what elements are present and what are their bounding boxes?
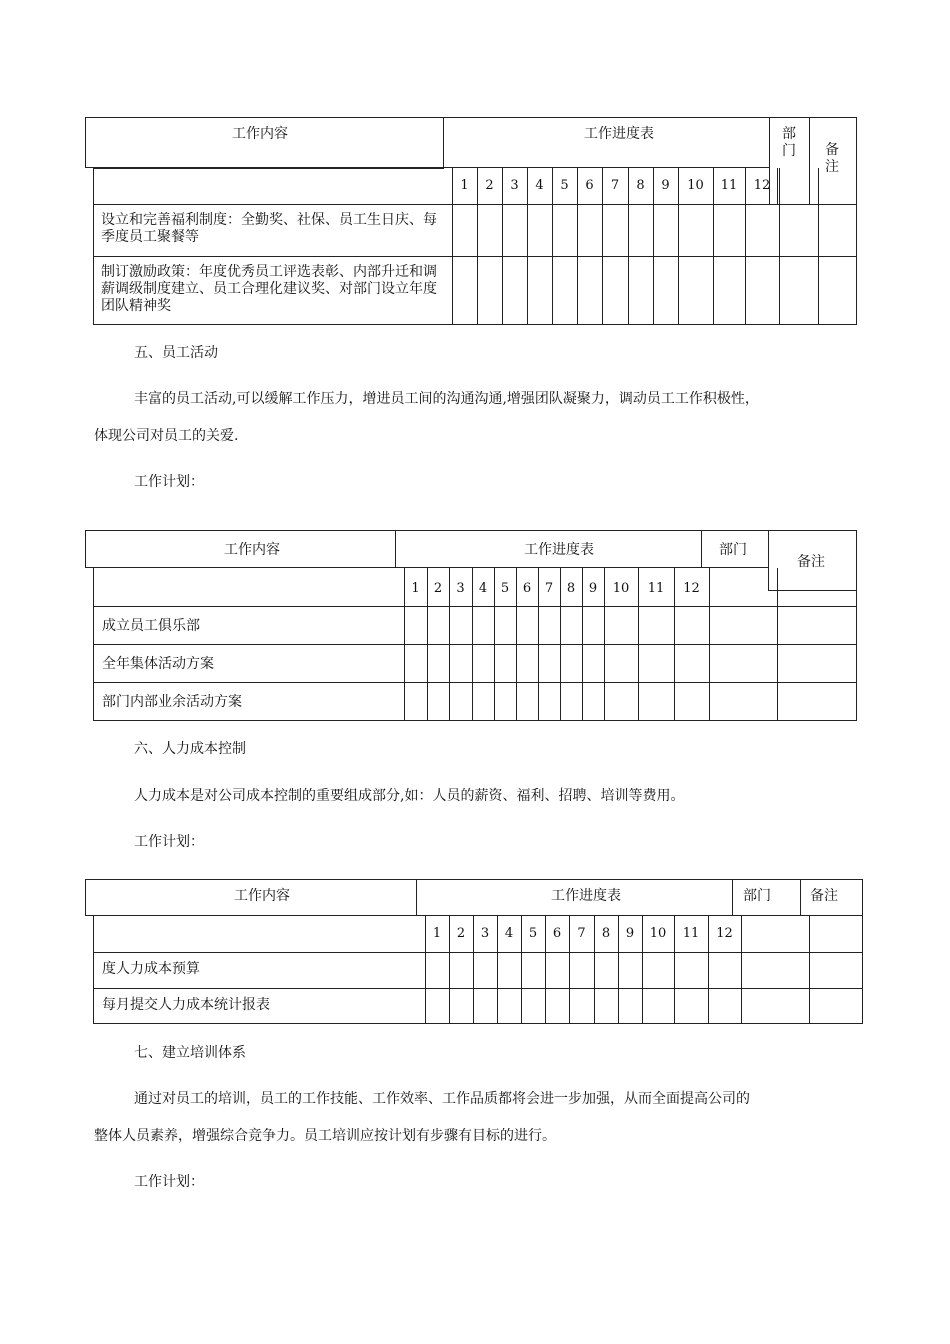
table-row: 部门内部业余活动方案 — [102, 694, 242, 710]
month-label: 4 — [504, 926, 514, 941]
header-content-label: 工作内容 — [234, 888, 290, 904]
month-label: 9 — [625, 926, 635, 941]
month-label: 2 — [456, 926, 466, 941]
month-label: 5 — [528, 926, 538, 941]
month-label: 9 — [661, 178, 670, 193]
month-label: 6 — [585, 178, 594, 193]
header-progress-cell — [443, 117, 770, 168]
section-paragraph: 整体人员素养，增强综合竞争力。员工培训应按计划有步骤有目标的进行。 — [94, 1128, 556, 1144]
header-note-label: 备注 — [825, 142, 839, 175]
month-label: 7 — [610, 178, 620, 193]
table-row: 度人力成本预算 — [102, 961, 200, 977]
header-content-label: 工作内容 — [224, 542, 280, 558]
month-label: 5 — [500, 581, 510, 596]
header-note-label: 备注 — [810, 888, 838, 904]
month-label: 8 — [636, 178, 645, 193]
month-label: 12 — [753, 178, 771, 193]
table-row: 设立和完善福利制度：全勤奖、社保、员工生日庆、每季度员工聚餐等 — [101, 212, 437, 245]
header-content-cell — [85, 117, 444, 168]
month-label: 10 — [649, 926, 667, 941]
month-label: 2 — [433, 581, 443, 596]
section-heading: 七、建立培训体系 — [134, 1045, 246, 1061]
grid-line — [779, 168, 780, 325]
work-plan-label: 工作计划： — [134, 1174, 204, 1190]
grid-line — [709, 568, 710, 721]
month-label: 4 — [478, 581, 488, 596]
header-content-label: 工作内容 — [232, 126, 288, 142]
header-dept-label: 部门 — [719, 542, 747, 558]
header-progress-label: 工作进度表 — [584, 126, 654, 142]
month-label: 6 — [522, 581, 532, 596]
section-paragraph: 体现公司对员工的关爱. — [94, 428, 239, 444]
month-label: 12 — [716, 926, 733, 941]
table-row: 全年集体活动方案 — [102, 656, 214, 672]
work-plan-label: 工作计划： — [134, 834, 204, 850]
header-progress-label: 工作进度表 — [524, 542, 594, 558]
month-label: 3 — [480, 926, 490, 941]
grid-line — [809, 915, 810, 1024]
month-label: 6 — [552, 926, 562, 941]
grid-line — [818, 168, 819, 325]
month-label: 10 — [612, 581, 630, 596]
month-label: 3 — [456, 581, 465, 596]
month-label: 7 — [577, 926, 586, 941]
header-dept-label: 部门 — [743, 888, 771, 904]
table-row: 制订激励政策：年度优秀员工评选表彰、内部升迁和调薪调级制度建立、员工合理化建议奖、对部门设立年度团队精神奖 — [101, 264, 437, 314]
month-label: 1 — [411, 581, 420, 596]
header-progress-label: 工作进度表 — [551, 888, 621, 904]
section-paragraph: 丰富的员工活动,可以缓解工作压力，增进员工间的沟通沟通,增强团队凝聚力，调动员工工作积极性， — [134, 391, 759, 407]
grid-line — [777, 568, 778, 721]
header-dept-label: 部门 — [782, 126, 796, 159]
month-label: 9 — [588, 581, 598, 596]
month-label: 8 — [601, 926, 611, 941]
month-label: 7 — [544, 581, 554, 596]
month-label: 11 — [720, 178, 738, 193]
work-plan-label: 工作计划： — [134, 474, 204, 490]
month-label: 1 — [432, 926, 442, 941]
month-label: 3 — [510, 178, 519, 193]
section-paragraph: 人力成本是对公司成本控制的重要组成部分,如：人员的薪资、福利、招聘、培训等费用。 — [134, 788, 685, 804]
table-row: 成立员工俱乐部 — [102, 618, 200, 634]
table-row: 每月提交人力成本统计报表 — [102, 997, 270, 1013]
month-label: 10 — [687, 178, 704, 193]
header-note-label: 备注 — [797, 554, 825, 570]
month-label: 8 — [566, 581, 576, 596]
month-label: 2 — [485, 178, 494, 193]
grid-line — [741, 915, 742, 1024]
section-heading: 五、员工活动 — [134, 345, 218, 361]
month-label: 5 — [560, 178, 569, 193]
section-paragraph: 通过对员工的培训，员工的工作技能、工作效率、工作品质都将会进一步加强，从而全面提高公司的 — [134, 1091, 750, 1107]
month-label: 11 — [647, 581, 665, 596]
month-label: 12 — [683, 581, 700, 596]
section-heading: 六、人力成本控制 — [134, 741, 246, 757]
month-label: 4 — [535, 178, 544, 193]
month-label: 11 — [682, 926, 700, 941]
month-label: 1 — [460, 178, 469, 193]
